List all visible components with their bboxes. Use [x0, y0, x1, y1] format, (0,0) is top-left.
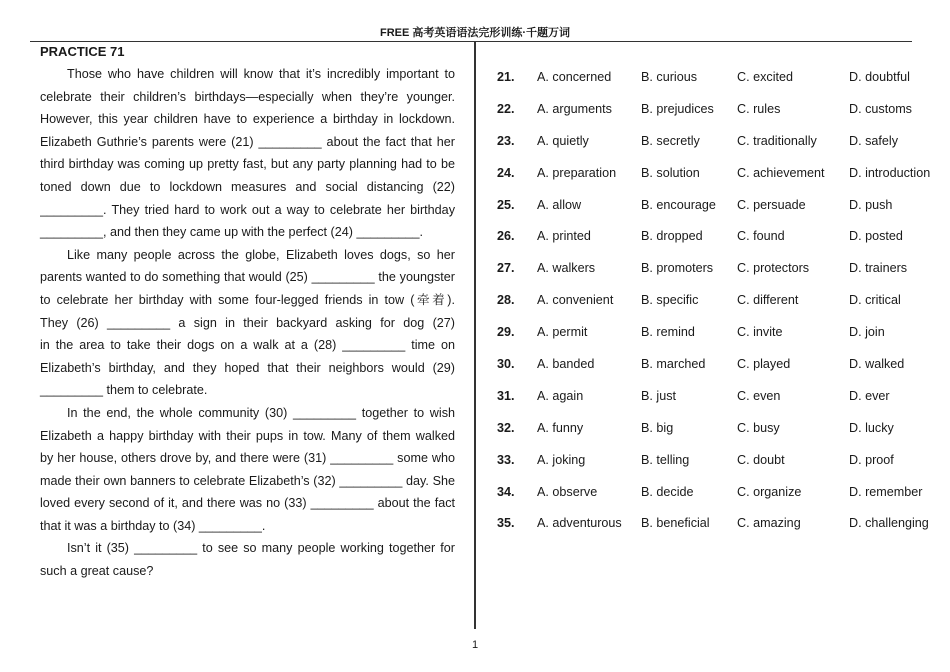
- passage-line: by her house, others drove by, and there were (31) _________ some who: [40, 451, 455, 466]
- option-a: A. permit: [537, 325, 588, 340]
- option-c: C. doubt: [737, 452, 785, 467]
- option-b: B. telling: [641, 452, 690, 467]
- option-a: A. convenient: [537, 293, 614, 308]
- practice-title: PRACTICE 71: [40, 44, 125, 59]
- question-number: 33.: [497, 452, 515, 467]
- page-number: 1: [471, 639, 479, 651]
- option-a: A. walkers: [537, 261, 596, 276]
- question-number: 32.: [497, 420, 515, 435]
- question-number: 24.: [497, 165, 515, 180]
- header-rule: [30, 41, 912, 42]
- option-a: A. funny: [537, 420, 584, 435]
- option-a: A. arguments: [537, 101, 612, 116]
- option-c: C. excited: [737, 70, 793, 84]
- option-d: D. trainers: [849, 261, 908, 276]
- passage-line: parents wanted to do something that would (25) _________ the youngster: [40, 270, 455, 285]
- option-c: C. rules: [737, 101, 781, 116]
- question-number: 29.: [497, 325, 515, 340]
- passage-line: _________. They tried hard to work out a way to celebrate her birthday: [40, 202, 455, 217]
- option-c: C. protectors: [737, 261, 810, 276]
- option-c: C. persuade: [737, 197, 806, 212]
- option-a: A. preparation: [537, 165, 617, 180]
- passage-line: _________ them to celebrate.: [40, 383, 208, 398]
- question-number: 34.: [497, 484, 515, 499]
- option-d: D. remember: [849, 484, 923, 499]
- option-c: C. amazing: [737, 516, 801, 531]
- passage-line: in the area to take their dogs on a walk at a (28) _________ time on: [40, 338, 455, 353]
- passage-line: _________, and then they came up with the perfect (24) _________.: [40, 225, 423, 240]
- passage-line: such a great cause?: [40, 564, 154, 579]
- option-b: B. secretly: [641, 133, 700, 148]
- option-b: B. marched: [641, 357, 706, 372]
- option-d: D. critical: [849, 293, 901, 308]
- option-d: D. posted: [849, 229, 903, 244]
- passage-line: to celebrate her birthday with some four-legged friends in tow (牵着).: [40, 292, 455, 307]
- passage-line: Isn’t it (35) _________ to see so many people working together for: [67, 541, 455, 556]
- passage-line: loved every second of it, and there was no (33) _________ about the fact: [40, 496, 455, 511]
- question-number: 30.: [497, 357, 515, 372]
- option-a: A. adventurous: [537, 516, 622, 531]
- passage-line: Elizabeth’s birthday, and they hoped that their neighbors would (29): [40, 360, 455, 375]
- option-b: B. beneficial: [641, 516, 710, 531]
- option-b: B. decide: [641, 484, 694, 499]
- option-a: A. printed: [537, 229, 591, 244]
- option-a: A. allow: [537, 197, 582, 212]
- option-d: D. ever: [849, 388, 890, 403]
- option-d: D. lucky: [849, 420, 894, 435]
- option-a: A. concerned: [537, 70, 612, 84]
- option-b: B. specific: [641, 293, 699, 308]
- running-header: FREE 高考英语语法完形训练·千题万词: [379, 27, 571, 39]
- question-number: 22.: [497, 101, 515, 116]
- passage-line: Those who have children will know that it’s incredibly important to: [67, 67, 455, 81]
- option-d: D. proof: [849, 452, 894, 467]
- option-b: B. solution: [641, 165, 700, 180]
- option-a: A. joking: [537, 452, 586, 467]
- option-b: B. big: [641, 420, 674, 435]
- option-c: C. even: [737, 388, 781, 403]
- option-c: C. different: [737, 293, 799, 308]
- option-d: D. join: [849, 325, 885, 340]
- option-b: B. dropped: [641, 229, 703, 244]
- passage-line: that it was a birthday to (34) _________.: [40, 518, 266, 533]
- passage-line: Elizabeth a happy birthday with their pups in tow. Many of them walked: [40, 428, 455, 443]
- passage-line: toned down due to lockdown measures and social distancing (22): [40, 179, 455, 194]
- passage-line: Like many people across the globe, Elizabeth loves dogs, so her: [67, 247, 455, 262]
- option-c: C. organize: [737, 484, 802, 499]
- passage-line: However, this year children have to experience a birthday in lockdown.: [40, 112, 455, 127]
- option-d: D. safely: [849, 133, 898, 148]
- cloze-passage: [40, 63, 455, 583]
- passage-line: In the end, the whole community (30) _________ together to wish: [67, 405, 455, 420]
- question-number: 23.: [497, 133, 515, 148]
- question-number: 31.: [497, 388, 515, 403]
- option-c: C. achievement: [737, 165, 825, 180]
- option-a: A. observe: [537, 484, 598, 499]
- option-c: C. traditionally: [737, 133, 817, 148]
- question-number: 26.: [497, 229, 515, 244]
- option-d: D. customs: [849, 101, 912, 116]
- question-number: 35.: [497, 516, 515, 531]
- question-number: 21.: [497, 70, 515, 84]
- option-a: A. quietly: [537, 133, 589, 148]
- option-d: D. doubtful: [849, 70, 910, 84]
- option-b: B. curious: [641, 70, 697, 84]
- option-d: D. introduction: [849, 165, 931, 180]
- question-number: 25.: [497, 197, 515, 212]
- question-number: 27.: [497, 261, 515, 276]
- option-c: C. invite: [737, 325, 783, 340]
- option-d: D. push: [849, 197, 893, 212]
- option-b: B. remind: [641, 325, 695, 340]
- option-a: A. again: [537, 388, 584, 403]
- passage-line: They (26) _________ a sign in their backyard asking for dog (27): [40, 315, 455, 330]
- option-b: B. just: [641, 388, 676, 403]
- option-b: B. promoters: [641, 261, 714, 276]
- option-a: A. banded: [537, 357, 595, 372]
- passage-line: Elizabeth Guthrie’s parents were (21) _________ about the fact that her: [40, 134, 455, 149]
- passage-line: celebrate their children’s birthdays—especially when they’re younger.: [40, 89, 455, 104]
- option-d: D. challenging: [849, 516, 929, 531]
- passage-line: third birthday was coming up pretty fast, but any party planning had to be: [40, 157, 455, 172]
- option-c: C. busy: [737, 420, 780, 435]
- option-d: D. walked: [849, 357, 905, 372]
- option-c: C. found: [737, 229, 785, 244]
- column-divider: [474, 41, 476, 629]
- option-b: B. encourage: [641, 197, 716, 212]
- passage-line: made their own banners to celebrate Elizabeth’s (32) _________ day. She: [40, 473, 455, 488]
- option-c: C. played: [737, 357, 791, 372]
- option-b: B. prejudices: [641, 101, 714, 116]
- question-number: 28.: [497, 293, 515, 308]
